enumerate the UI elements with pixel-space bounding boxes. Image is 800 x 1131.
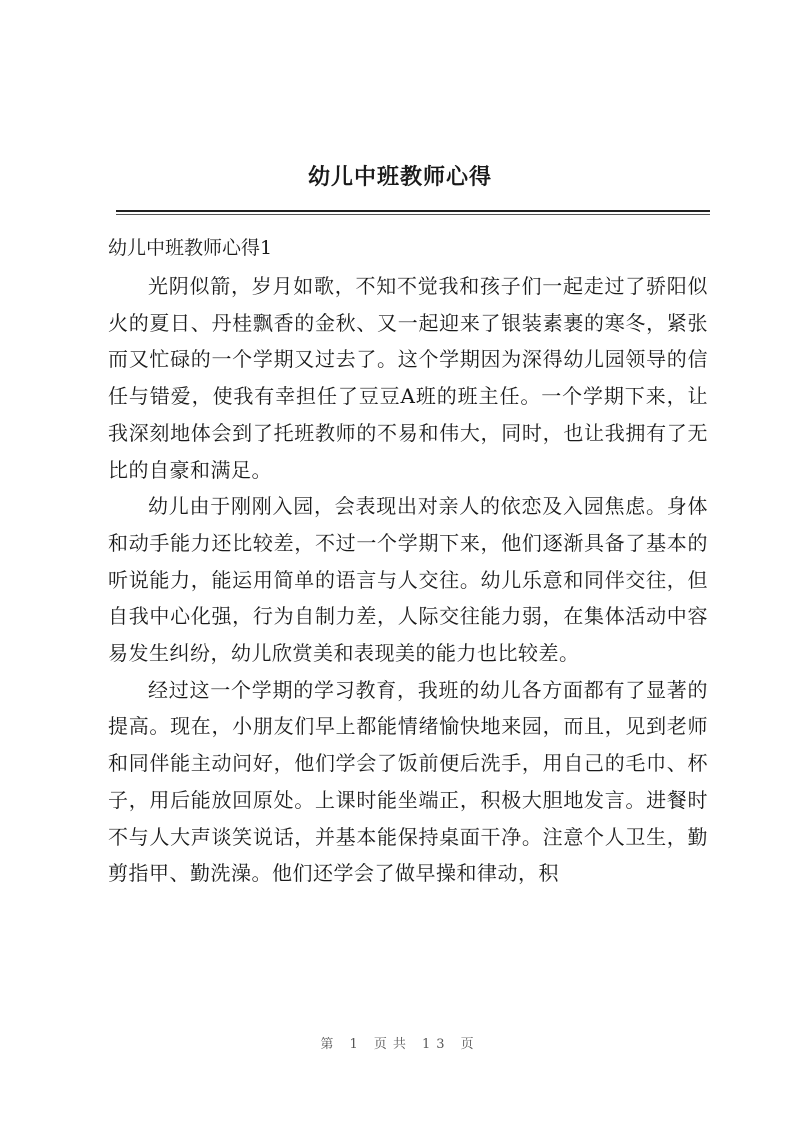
page-footer: 第 1 页共 13 页 xyxy=(320,1037,480,1052)
paragraph-1: 光阴似箭，岁月如歌，不知不觉我和孩子们一起走过了骄阳似火的夏日、丹桂飘香的金秋、又一起迎来了银装素裹的寒冬，紧张而又忙碌的一个学期又过去了。这个学期因为深得幼儿园领导的信任与错爱，使我有幸担任了豆豆A班的班主任。一个学期下来，让我深刻地体会到了托班教师的不易和伟大，同时，也让我拥有了无比的自豪和满足。 xyxy=(108,274,708,482)
paragraph-3: 经过这一个学期的学习教育，我班的幼儿各方面都有了显著的提高。现在，小朋友们早上都能情绪愉快地来园，而且，见到老师和同伴能主动问好，他们学会了饭前便后洗手，用自己的毛巾、杯子，用后能放回原处。上课时能坐端正，积极大胆地发言。进餐时不与人大声谈笑说话，并基本能保持桌面干净。注意个人卫生，勤剪指甲、勤洗澡。他们还学会了做早操和律动，积 xyxy=(108,677,708,886)
paragraph-2: 幼儿由于刚刚入园，会表现出对亲人的依恋及入园焦虑。身体和动手能力还比较差，不过一个学期下来，他们逐渐具备了基本的听说能力，能运用简单的语言与人交往。幼儿乐意和同伴交往，但自我中心化强，行为自制力差，人际交往能力弱，在集体活动中容易发生纠纷，幼儿欣赏美和表现美的能力也比较差。 xyxy=(108,494,708,666)
title-divider xyxy=(116,210,710,212)
section-heading: 幼儿中班教师心得1 xyxy=(108,237,273,259)
document-body xyxy=(108,228,708,892)
title-divider-thin xyxy=(116,214,710,215)
document-title: 幼儿中班教师心得 xyxy=(307,165,492,190)
